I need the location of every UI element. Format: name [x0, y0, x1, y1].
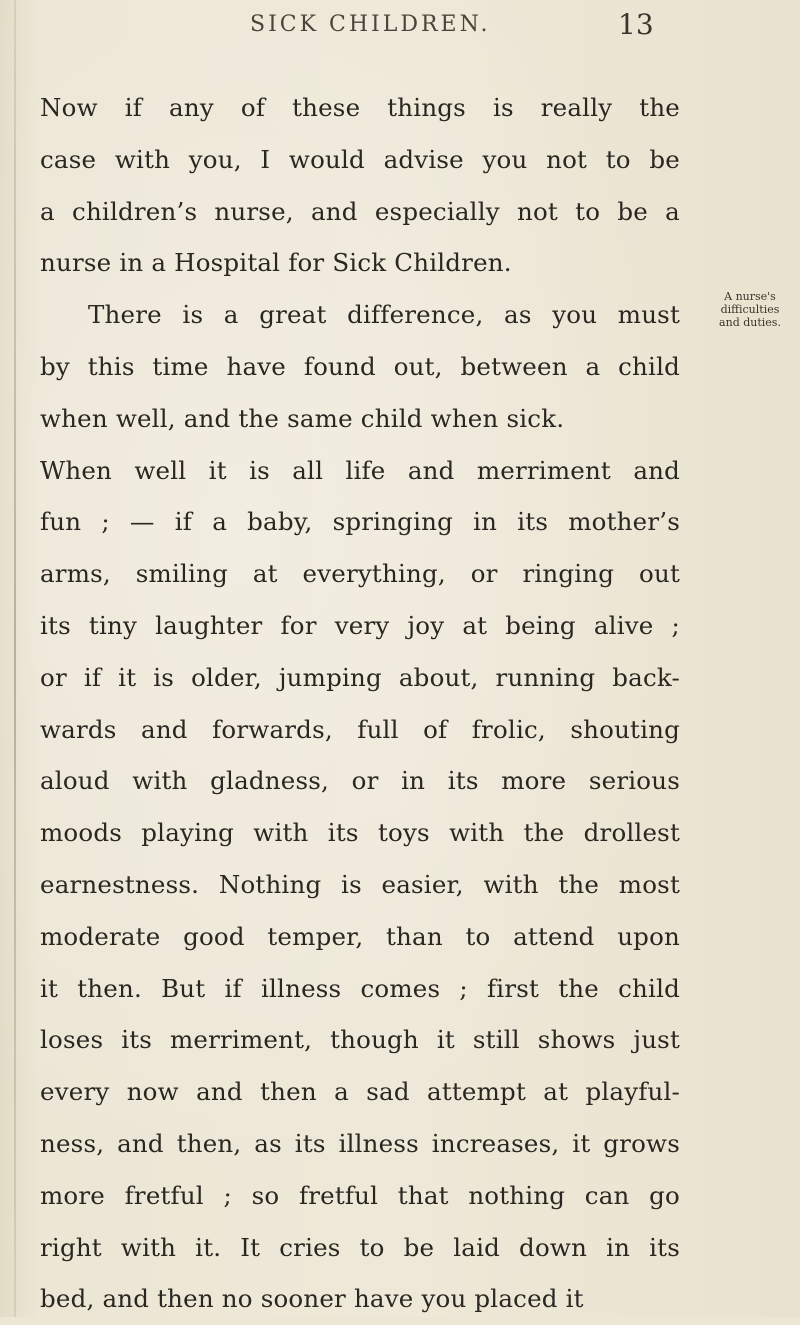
text-line: by this time have found out, between a child — [40, 351, 680, 381]
page-number: 13 — [618, 8, 654, 41]
text-line: its tiny laughter for very joy at being alive ; — [40, 610, 680, 640]
text-line: every now and then a sad attempt at playful- — [40, 1077, 680, 1107]
margin-note-line: A nurse's — [724, 290, 776, 303]
text-line: wards and forwards, full of frolic, shouting — [40, 714, 680, 744]
text-line: right with it. It cries to be laid down in its — [40, 1232, 680, 1262]
text-line: fun ; — if a baby, springing in its mother’s — [40, 507, 680, 537]
text-line: ness, and then, as its illness increases, it grows — [40, 1128, 680, 1158]
text-line: it then. But if illness comes ; first the child — [40, 973, 680, 1003]
margin-note-line: difficulties — [720, 303, 780, 316]
text-line: or if it is older, jumping about, running back- — [40, 662, 680, 692]
text-line: earnestness. Nothing is easier, with the most — [40, 869, 680, 899]
text-line: arms, smiling at everything, or ringing out — [40, 559, 680, 589]
text-line: case with you, I would advise you not to be — [40, 144, 680, 174]
text-line: loses its merriment, though it still shows just — [40, 1025, 680, 1055]
text-line: There is a great difference, as you must — [88, 300, 680, 330]
text-line: aloud with gladness, or in its more serious — [40, 766, 680, 796]
text-line: Now if any of these things is really the — [40, 93, 680, 122]
text-line: a children’s nurse, and especially not to be a — [40, 196, 680, 226]
margin-note-line: and duties. — [719, 316, 781, 329]
margin-note — [702, 290, 798, 329]
text-line: When well it is all life and merriment and — [40, 455, 680, 485]
page-gutter-shadow — [14, 0, 16, 1317]
text-line: more fretful ; so fretful that nothing can go — [40, 1180, 680, 1210]
text-line: bed, and then no sooner have you placed it — [40, 1284, 584, 1314]
body-text — [40, 82, 680, 1325]
text-line: nurse in a Hospital for Sick Children. — [40, 248, 512, 278]
running-head: SICK CHILDREN. — [250, 12, 491, 37]
text-line: when well, and the same child when sick. — [40, 403, 565, 433]
text-line: moderate good temper, than to attend upon — [40, 921, 680, 951]
text-line: moods playing with its toys with the drollest — [40, 818, 680, 848]
